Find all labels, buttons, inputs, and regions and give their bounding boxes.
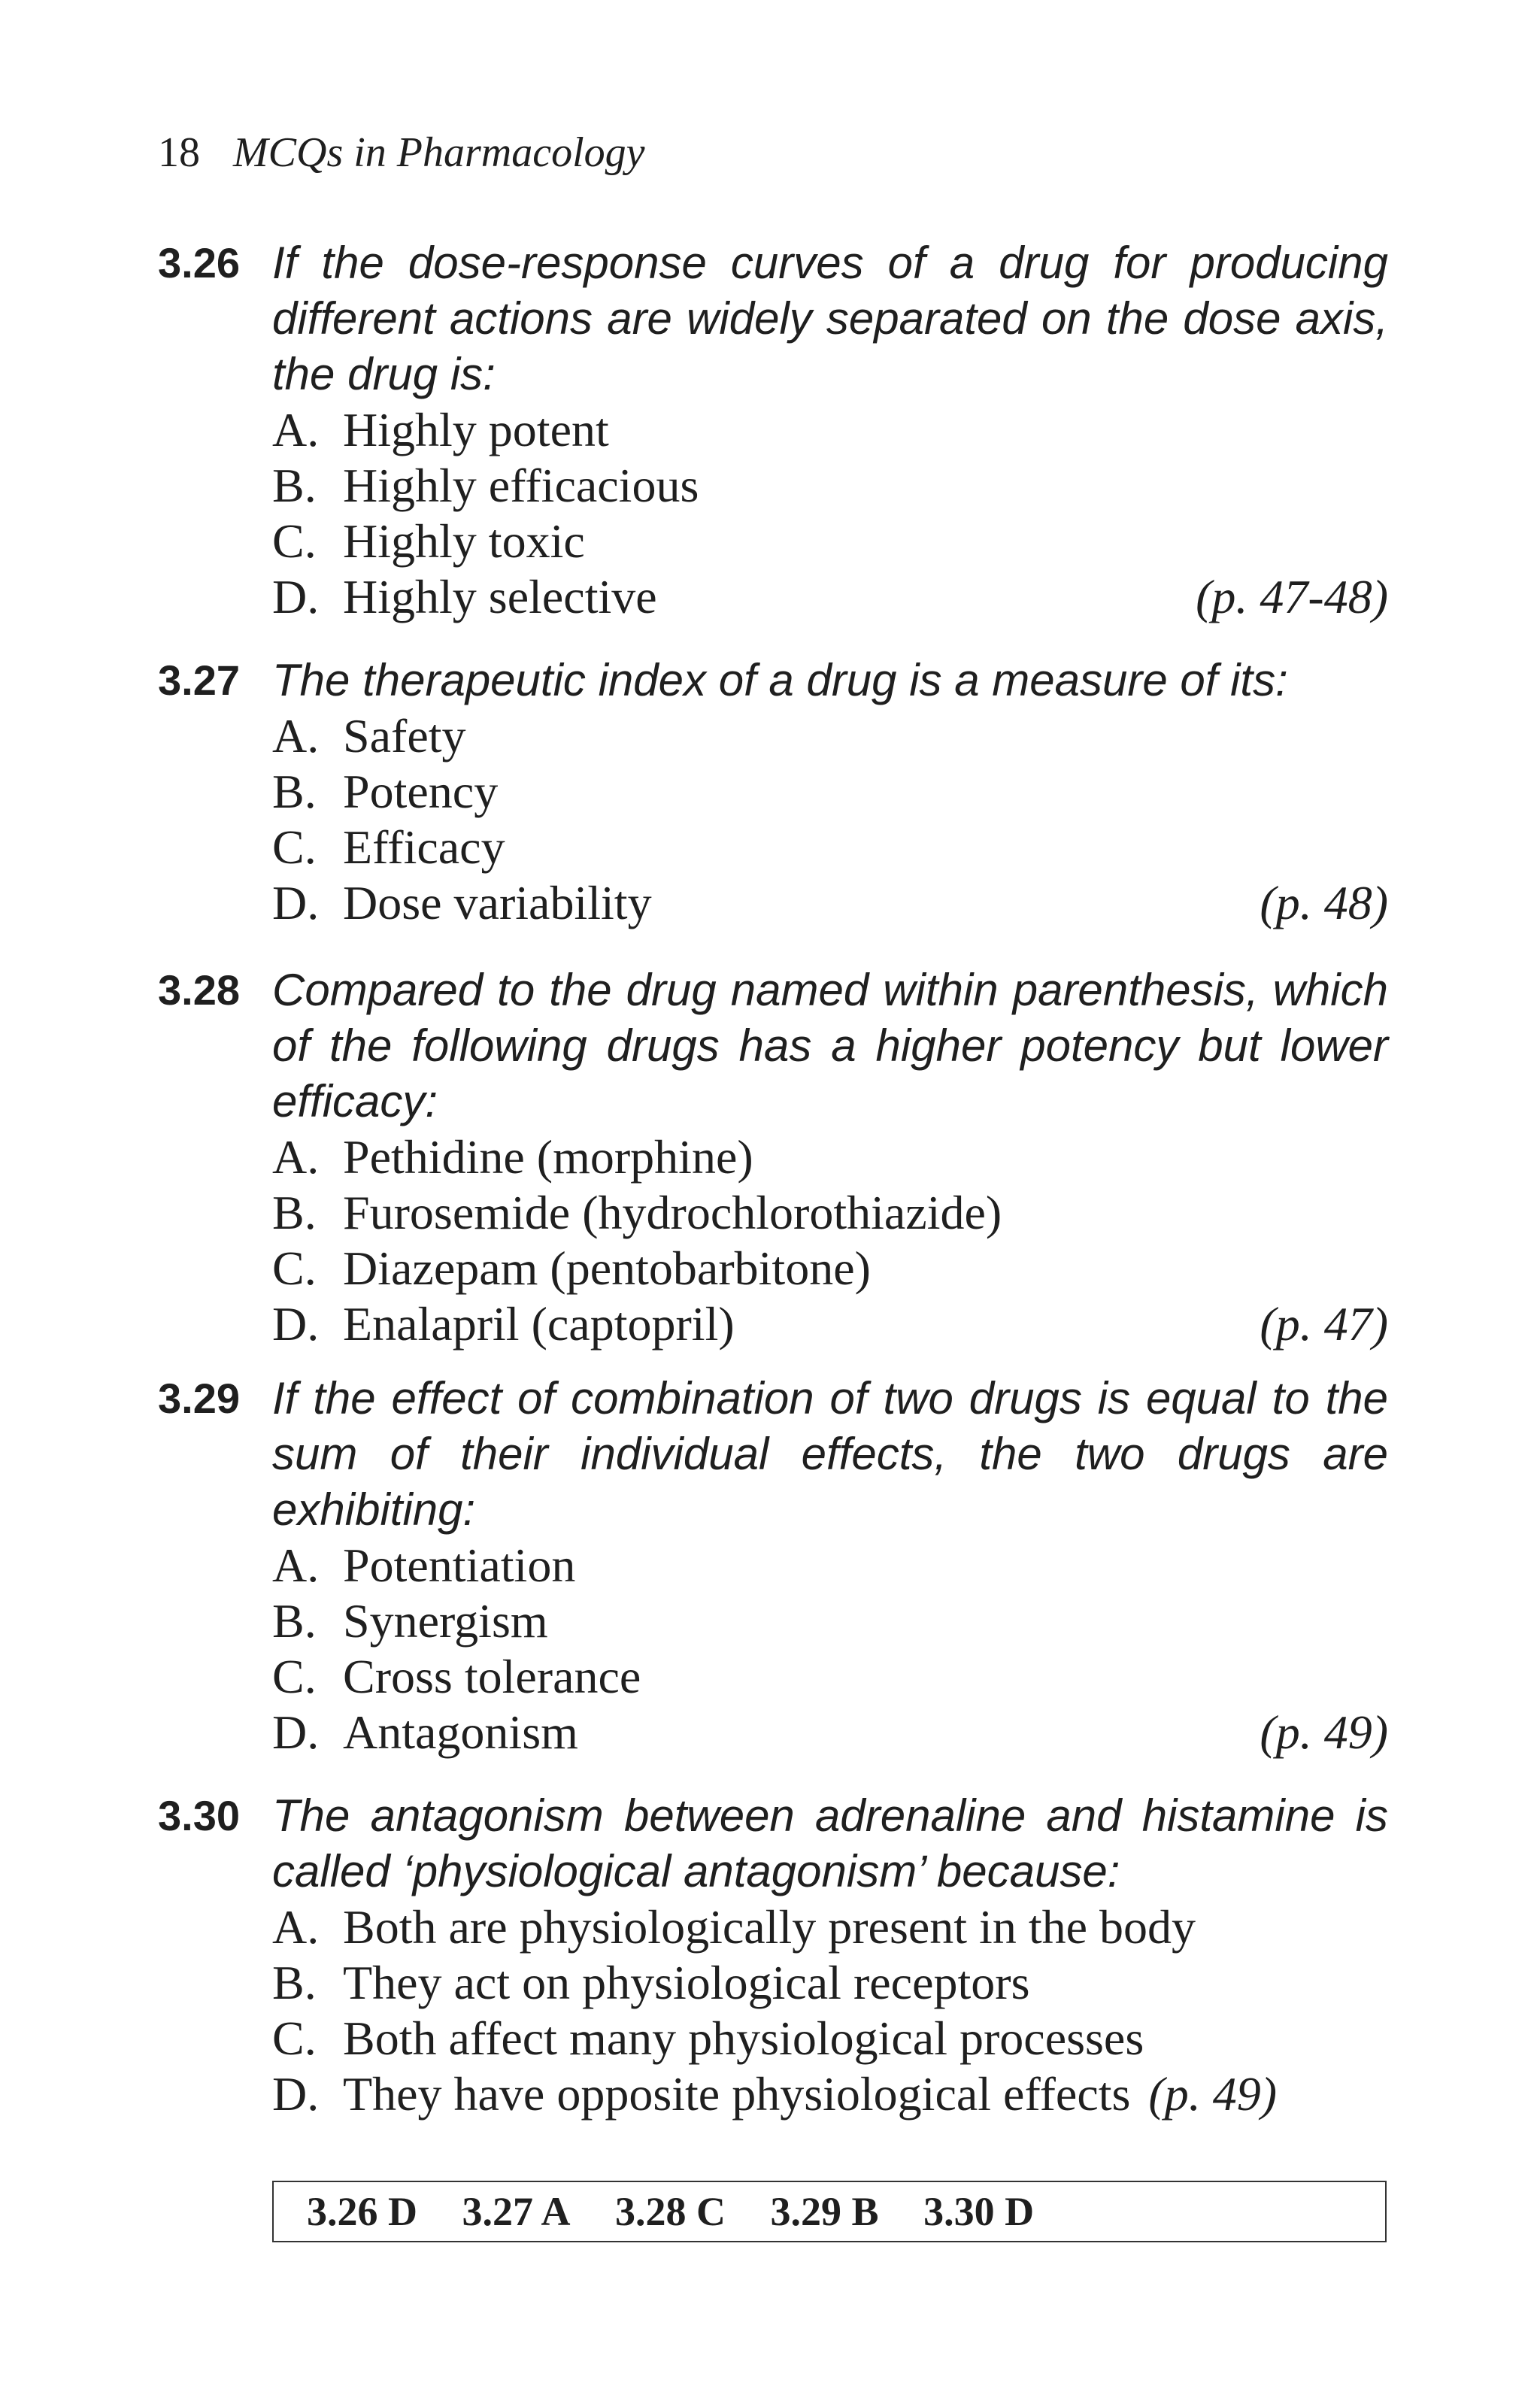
option-c: C. Efficacy (272, 820, 505, 874)
options-list (272, 1899, 1388, 2122)
question-number: 3.28 (158, 966, 240, 1014)
option-a: A. Highly potent (272, 403, 609, 456)
option-c: C. Both affect many physiological processes (272, 2011, 1144, 2065)
question-3-26 (158, 235, 1388, 625)
answer-key-item: 3.28 C (615, 2189, 726, 2234)
option-b: B. They act on physiological receptors (272, 1956, 1030, 2009)
option-c: C. Highly toxic (272, 514, 585, 568)
question-stem: The therapeutic index of a drug is a measure of its: (272, 655, 1288, 705)
answer-key-item: 3.26 D (307, 2189, 417, 2234)
question-number: 3.26 (158, 239, 240, 286)
book-title: MCQs in Pharmacology (233, 129, 645, 176)
answer-key-item: 3.27 A (462, 2189, 571, 2234)
option-a: A. Pethidine (morphine) (272, 1130, 753, 1184)
question-3-27 (158, 653, 1388, 931)
option-b: B. Furosemide (hydrochlorothiazide) (272, 1186, 1002, 1239)
option-a: A. Both are physiologically present in the body (272, 1900, 1196, 1954)
option-c: C. Diazepam (pentobarbitone) (272, 1241, 871, 1295)
option-c: C. Cross tolerance (272, 1650, 641, 1703)
option-b: B. Synergism (272, 1594, 548, 1648)
question-number: 3.29 (158, 1375, 240, 1422)
question-stem: The antagonism between adrenaline and histamine is called ‘physiological antagonism’ because: (272, 1790, 1388, 1896)
option-a: A. Potentiation (272, 1539, 576, 1592)
option-d: D. Highly selective (p. 47-48) (272, 570, 1388, 623)
options-list (272, 708, 1388, 931)
option-d: D. They have opposite physiological effects (p. 49) (272, 2067, 1278, 2121)
question-3-29 (158, 1371, 1388, 1760)
question-stem: If the effect of combination of two drugs is equal to the sum of their individual effects, the two drugs are exhibiting: (272, 1373, 1388, 1535)
page-reference: (p. 48) (1260, 876, 1388, 929)
page-reference: (p. 49) (1148, 2067, 1278, 2121)
question-3-28 (158, 963, 1388, 1352)
question-number: 3.27 (158, 656, 240, 704)
option-b: B. Highly efficacious (272, 459, 699, 512)
options-list (272, 1129, 1388, 1352)
page-reference: (p. 47) (1260, 1297, 1388, 1351)
option-b: B. Potency (272, 765, 499, 818)
question-stem: Compared to the drug named within parenthesis, which of the following drugs has a higher potency but lower efficacy: (272, 965, 1388, 1126)
question-stem: If the dose-response curves of a drug for producing different actions are widely separated on the dose axis, the drug is: (272, 238, 1388, 399)
option-d: D. Enalapril (captopril) (p. 47) (272, 1297, 1388, 1351)
answer-key-box (272, 2181, 1387, 2242)
answer-key-item: 3.29 B (770, 2189, 879, 2234)
page-number: 18 (158, 129, 200, 176)
question-number: 3.30 (158, 1792, 240, 1839)
option-a: A. Safety (272, 709, 466, 762)
page-reference: (p. 49) (1260, 1705, 1388, 1759)
page-header (158, 126, 645, 179)
options-list (272, 1538, 1388, 1760)
option-d: D. Antagonism (p. 49) (272, 1705, 1388, 1759)
options-list (272, 402, 1388, 625)
question-3-30 (158, 1788, 1388, 2122)
answer-key-item: 3.30 D (923, 2189, 1035, 2234)
page-reference: (p. 47-48) (1196, 570, 1388, 623)
option-d: D. Dose variability (p. 48) (272, 876, 1388, 929)
